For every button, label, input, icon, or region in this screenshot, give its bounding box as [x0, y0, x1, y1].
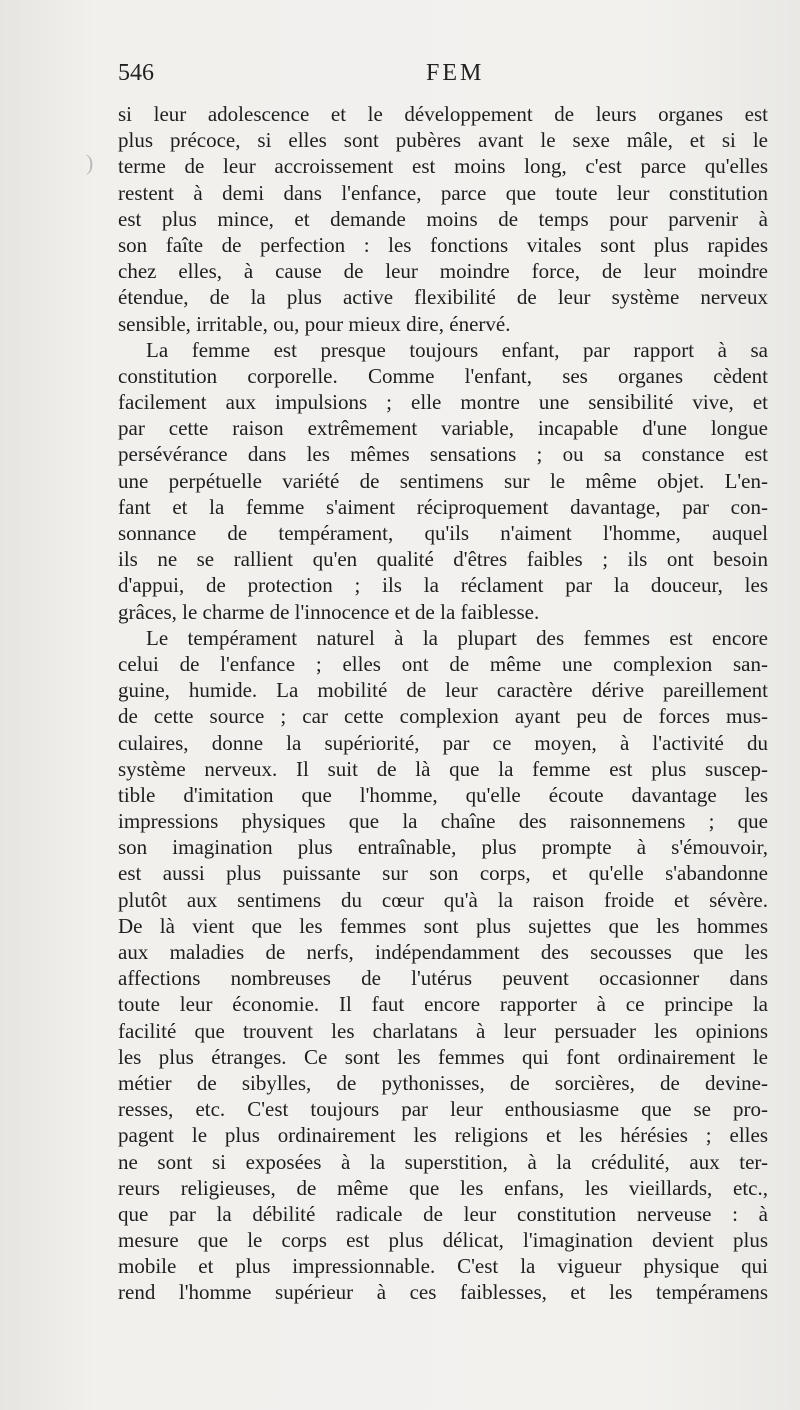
text-line: son faîte de perfection : les fonctions vitales sont plus rapides: [118, 232, 768, 257]
text-line: pagent le plus ordinairement les religions et les hérésies ; elles: [118, 1123, 768, 1148]
text-line: étendue, de la plus active flexibilité de leur système nerveux: [118, 285, 768, 310]
text-line: restent à demi dans l'enfance, parce que toute leur constitution: [118, 180, 768, 205]
text-line: guine, humide. La mobilité de leur caractère dérive pareillement: [118, 678, 768, 703]
text-line: resses, etc. C'est toujours par leur enthousiasme que se pro-: [118, 1097, 768, 1122]
text-line: toute leur économie. Il faut encore rapporter à ce principe la: [118, 992, 768, 1017]
body-text: [118, 101, 768, 1306]
text-line: chez elles, à cause de leur moindre force, de leur moindre: [118, 259, 768, 284]
running-head: FEM: [426, 60, 485, 86]
text-line: plutôt aux sentimens du cœur qu'à la raison froide et sévère.: [118, 887, 768, 912]
text-line: mesure que le corps est plus délicat, l'imagination devient plus: [118, 1228, 768, 1253]
text-line: La femme est presque toujours enfant, par rapport à sa: [146, 337, 768, 362]
text-line: De là vient que les femmes sont plus sujettes que les hommes: [118, 913, 768, 938]
text-line: rend l'homme supérieur à ces faiblesses, et les tempéramens: [118, 1280, 768, 1305]
page-number: 546: [118, 60, 154, 86]
text-line: facilement aux impulsions ; elle montre une sensibilité vive, et: [118, 390, 768, 415]
text-line: par cette raison extrêmement variable, incapable d'une longue: [118, 416, 768, 441]
text-line: fant et la femme s'aiment réciproquement davantage, par con-: [118, 494, 768, 519]
text-line: métier de sibylles, de pythonisses, de sorcières, de devine-: [118, 1070, 768, 1095]
text-line: de cette source ; car cette complexion ayant peu de forces mus-: [118, 704, 768, 729]
text-line: si leur adolescence et le développement de leurs organes est: [118, 102, 768, 126]
text-line: terme de leur accroissement est moins long, c'est parce qu'elles: [118, 154, 768, 179]
text-line: persévérance dans les mêmes sensations ; ou sa constance est: [118, 442, 768, 467]
text-line: reurs religieuses, de même que les enfans, les vieillards, etc.,: [118, 1175, 768, 1200]
text-line: celui de l'enfance ; elles ont de même une complexion san-: [118, 651, 768, 676]
text-line: affections nombreuses de l'utérus peuvent occasionner dans: [118, 966, 768, 991]
text-line: sonnance de tempérament, qu'ils n'aiment l'homme, auquel: [118, 521, 768, 545]
text-line: constitution corporelle. Comme l'enfant, ses organes cèdent: [118, 363, 768, 388]
text-line: plus précoce, si elles sont pubères avant le sexe mâle, et si le: [118, 128, 768, 153]
text-line: ne sont si exposées à la superstition, à la crédulité, aux ter-: [118, 1149, 768, 1174]
margin-mark: ): [86, 150, 94, 175]
text-line: les plus étranges. Ce sont les femmes qui font ordinairement le: [118, 1044, 768, 1069]
text-line: sensible, irritable, ou, pour mieux dire, énervé.: [118, 311, 511, 336]
text-line: que par la débilité radicale de leur constitution nerveuse : à: [118, 1201, 768, 1226]
text-line: tible d'imitation que l'homme, qu'elle écoute davantage les: [118, 782, 768, 807]
text-line: culaires, donne la supériorité, par ce moyen, à l'activité du: [118, 730, 768, 755]
page-header: [118, 60, 768, 94]
text-line: système nerveux. Il suit de là que la femme est plus suscep-: [118, 756, 768, 781]
text-line: son imagination plus entraînable, plus prompte à s'émouvoir,: [118, 835, 768, 860]
text-line: facilité que trouvent les charlatans à leur persuader les opinions: [118, 1018, 768, 1043]
text-line: Le tempérament naturel à la plupart des femmes est encore: [146, 625, 768, 650]
text-line: est aussi plus puissante sur son corps, et qu'elle s'abandonne: [118, 861, 768, 886]
text-line: d'appui, de protection ; ils la réclament par la douceur, les: [118, 573, 768, 598]
text-line: ils ne se rallient qu'en qualité d'êtres faibles ; ils ont besoin: [118, 547, 768, 572]
text-line: est plus mince, et demande moins de temps pour parvenir à: [118, 206, 768, 231]
text-line: aux maladies de nerfs, indépendamment des secousses que les: [118, 940, 768, 964]
text-line: mobile et plus impressionnable. C'est la vigueur physique qui: [118, 1254, 768, 1279]
text-line: impressions physiques que la chaîne des raisonnemens ; que: [118, 809, 768, 834]
text-line: une perpétuelle variété de sentimens sur le même objet. L'en-: [118, 468, 768, 493]
text-line: grâces, le charme de l'innocence et de la faiblesse.: [118, 599, 540, 624]
